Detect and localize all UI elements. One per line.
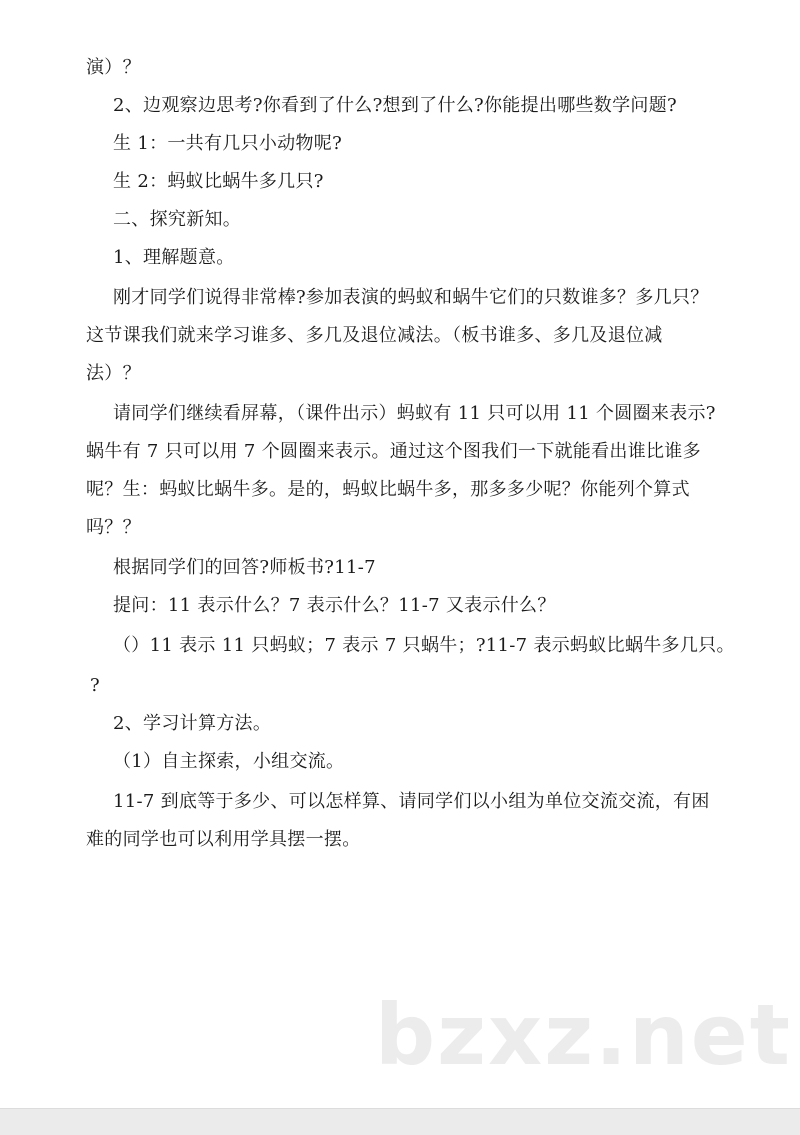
text-line-4: 生 2：蚂蚁比蜗牛多几只?	[113, 171, 324, 192]
text-line-6: 1、理解题意。	[113, 247, 235, 268]
text-line-10: 请同学们继续看屏幕，（课件出示）蚂蚁有 11 只可以用 11 个圆圈来表示?	[113, 403, 716, 424]
text-line-8: 这节课我们就来学习谁多、多几及退位减法。（板书谁多、多几及退位减	[86, 325, 663, 346]
text-line-15: 提问：11 表示什么？7 表示什么？11-7 又表示什么？	[113, 595, 556, 616]
text-line-20: 11-7 到底等于多少、可以怎样算、请同学们以小组为单位交流交流，有困	[113, 791, 710, 812]
watermark-logo: bzxz.net	[375, 986, 792, 1084]
text-line-13: 吗？？	[86, 517, 141, 538]
text-line-17: ?	[90, 675, 100, 696]
text-line-1: 演）？	[86, 57, 141, 78]
text-line-16: （）11 表示 11 只蚂蚁；7 表示 7 只蜗牛；?11-7 表示蚂蚁比蜗牛多几只。	[113, 635, 735, 656]
page-bottom-edge	[0, 1108, 800, 1135]
text-line-21: 难的同学也可以利用学具摆一摆。	[86, 829, 361, 850]
text-line-2: 2、边观察边思考?你看到了什么?想到了什么?你能提出哪些数学问题?	[113, 95, 677, 116]
text-line-12: 呢？生：蚂蚁比蜗牛多。是的，蚂蚁比蜗牛多，那多多少呢？你能列个算式	[86, 479, 690, 500]
text-line-14: 根据同学们的回答?师板书?11-7	[113, 557, 376, 578]
text-line-9: 法）？	[86, 363, 141, 384]
text-line-19: （1）自主探索，小组交流。	[113, 751, 345, 772]
text-line-11: 蜗牛有 7 只可以用 7 个圆圈来表示。通过这个图我们一下就能看出谁比谁多	[86, 441, 701, 462]
text-line-3: 生 1：一共有几只小动物呢?	[113, 133, 343, 154]
text-line-5: 二、探究新知。	[113, 209, 242, 230]
text-line-18: 2、学习计算方法。	[113, 713, 272, 734]
text-line-7: 刚才同学们说得非常棒?参加表演的蚂蚁和蜗牛它们的只数谁多？多几只？	[113, 287, 709, 308]
